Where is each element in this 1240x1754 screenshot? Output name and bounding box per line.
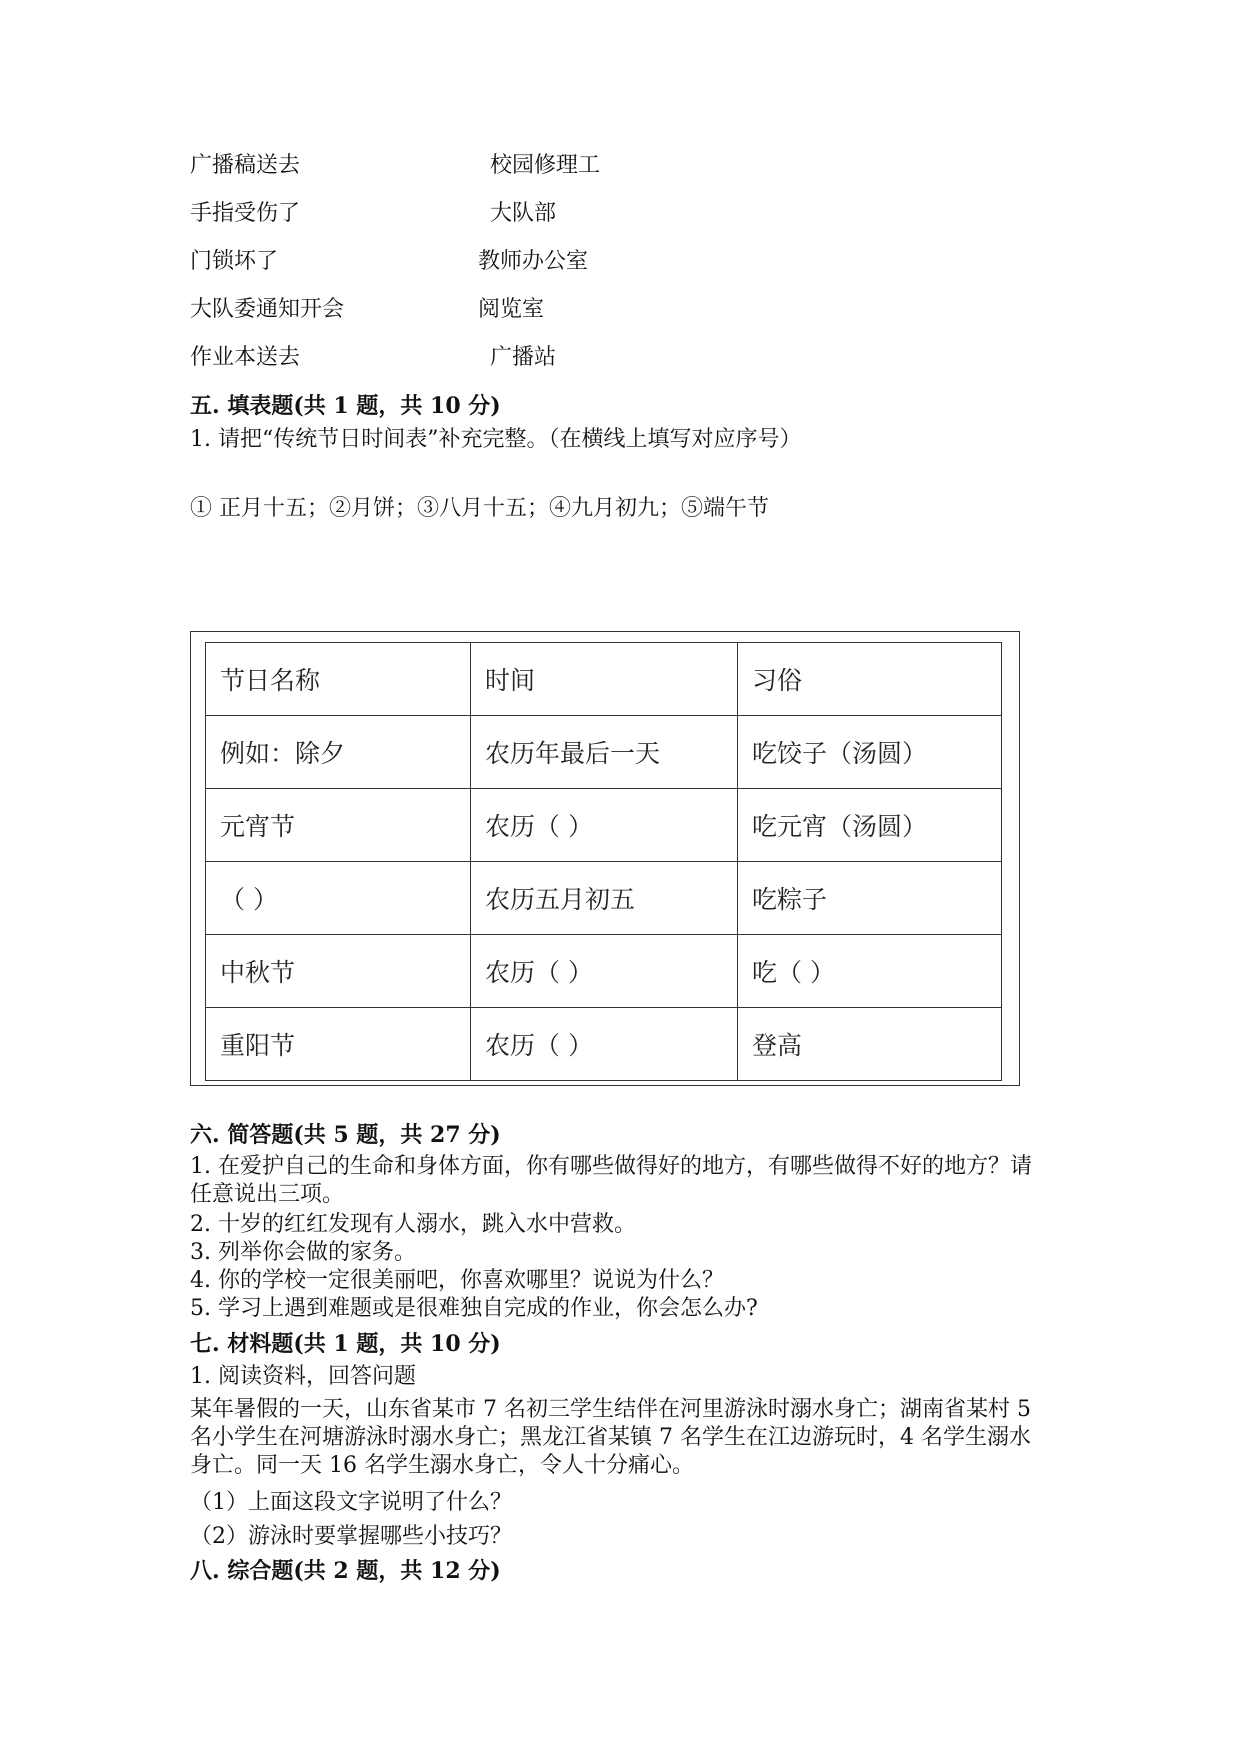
festival-table-frame — [190, 631, 1020, 1086]
festival-table — [205, 642, 1002, 1081]
section5-question: 1. 请把“传统节日时间表”补充完整。（在横线上填写对应序号） — [190, 427, 802, 452]
match-left-5: 作业本送去 — [190, 345, 301, 370]
table-header-cell: 节日名称 — [206, 643, 471, 716]
table-row — [206, 935, 1002, 1008]
match-left-3: 门锁坏了 — [190, 249, 279, 274]
table-row — [206, 1008, 1002, 1081]
table-cell: 农历（ ） — [471, 789, 738, 862]
table-row — [206, 862, 1002, 935]
table-cell: （ ） — [206, 862, 471, 935]
section6-heading: 六. 简答题(共 5 题，共 27 分) — [190, 1122, 501, 1148]
section7-sub1: （1）上面这段文字说明了什么？ — [190, 1490, 512, 1515]
table-header-row — [206, 643, 1002, 716]
section5-heading: 五. 填表题(共 1 题，共 10 分) — [190, 393, 501, 419]
match-right-5: 广播站 — [490, 345, 557, 370]
table-cell: 农历年最后一天 — [471, 716, 738, 789]
table-cell: 农历五月初五 — [471, 862, 738, 935]
table-cell: 吃元宵（汤圆） — [738, 789, 1002, 862]
table-cell: 例如：除夕 — [206, 716, 471, 789]
match-left-2: 手指受伤了 — [190, 201, 301, 226]
table-cell: 吃（ ） — [738, 935, 1002, 1008]
section7-q1: 1. 阅读资料，回答问题 — [190, 1364, 416, 1389]
table-header-cell: 时间 — [471, 643, 738, 716]
table-cell: 中秋节 — [206, 935, 471, 1008]
section5-options: ① 正月十五；②月饼；③八月十五；④九月初九；⑤端午节 — [190, 496, 769, 521]
table-cell: 吃粽子 — [738, 862, 1002, 935]
section6-q1: 1. 在爱护自己的生命和身体方面，你有哪些做得好的地方，有哪些做得不好的地方？请任意说出三项。 — [190, 1154, 1032, 1207]
section6-q3: 3. 列举你会做的家务。 — [190, 1240, 416, 1265]
table-cell: 农历（ ） — [471, 935, 738, 1008]
section7-heading: 七. 材料题(共 1 题，共 10 分) — [190, 1331, 501, 1357]
section6-q2: 2. 十岁的红红发现有人溺水，跳入水中营救。 — [190, 1212, 636, 1237]
match-right-4: 阅览室 — [478, 297, 545, 322]
table-cell: 重阳节 — [206, 1008, 471, 1081]
table-cell: 吃饺子（汤圆） — [738, 716, 1002, 789]
match-left-1: 广播稿送去 — [190, 153, 301, 178]
table-cell: 登高 — [738, 1008, 1002, 1081]
table-header-cell: 习俗 — [738, 643, 1002, 716]
table-row — [206, 716, 1002, 789]
section6-q4: 4. 你的学校一定很美丽吧，你喜欢哪里？说说为什么？ — [190, 1268, 724, 1293]
section6-q5: 5. 学习上遇到难题或是很难独自完成的作业，你会怎么办? — [190, 1296, 758, 1321]
match-right-1: 校园修理工 — [490, 153, 601, 178]
section8-heading: 八. 综合题(共 2 题，共 12 分) — [190, 1558, 501, 1584]
table-cell: 农历（ ） — [471, 1008, 738, 1081]
match-right-2: 大队部 — [490, 201, 557, 226]
match-right-3: 教师办公室 — [478, 249, 589, 274]
table-cell: 元宵节 — [206, 789, 471, 862]
match-left-4: 大队委通知开会 — [190, 297, 345, 322]
section7-sub2: （2）游泳时要掌握哪些小技巧？ — [190, 1524, 512, 1549]
section7-material: 某年暑假的一天，山东省某市 7 名初三学生结伴在河里游泳时溺水身亡；湖南省某村 5 名小学生在河塘游泳时溺水身亡；黑龙江省某镇 7 名学生在江边游玩时，4 名学生溺水身亡。同一天 16 名学生溺水身亡，令人十分痛心。 — [190, 1397, 1031, 1478]
table-row — [206, 789, 1002, 862]
